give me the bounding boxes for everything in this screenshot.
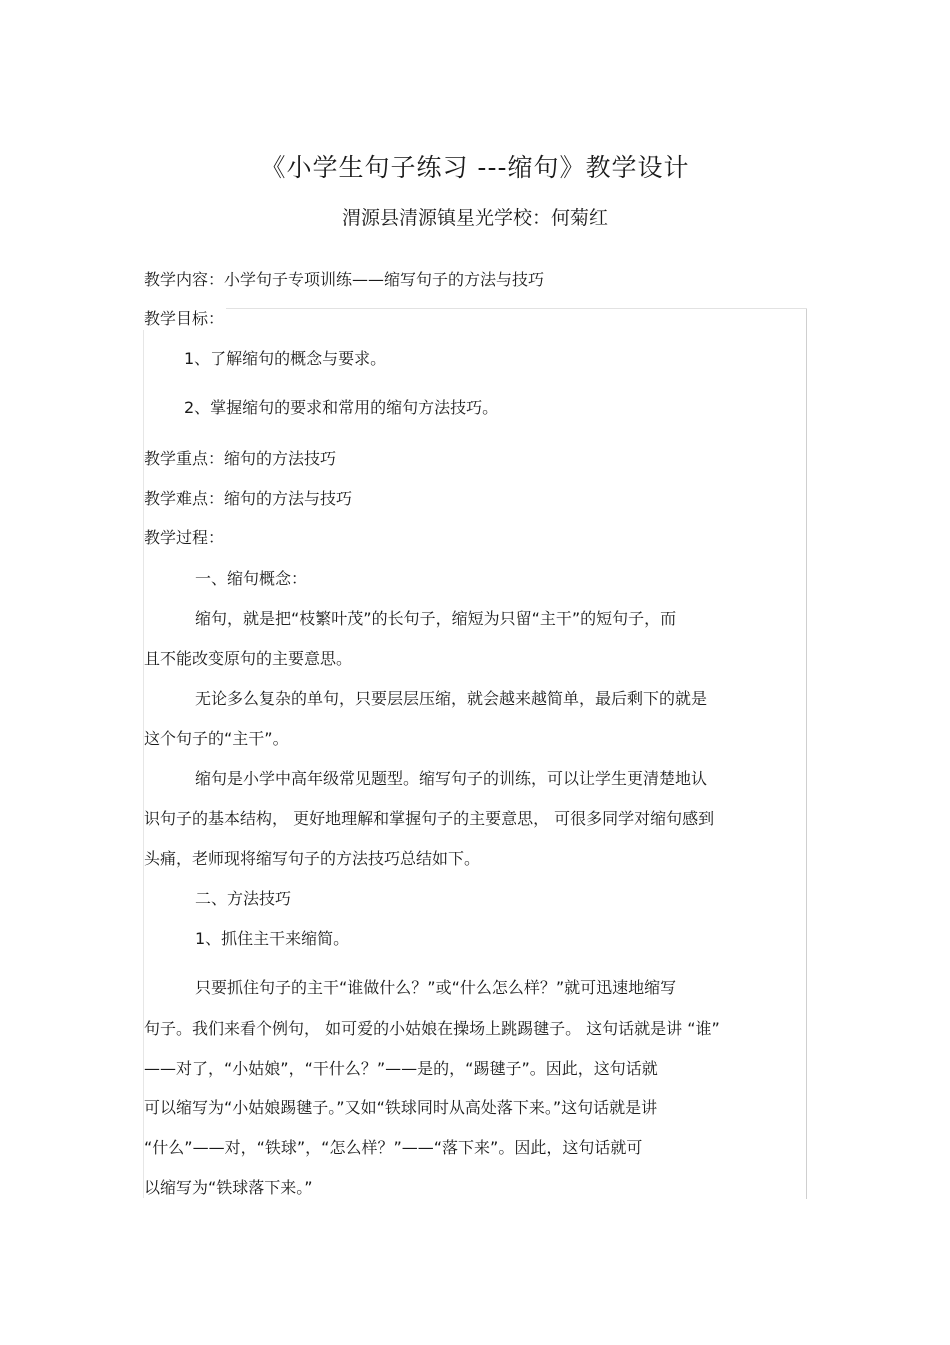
- paragraph-line: 缩句，就是把“枝繁叶茂”的长句子，缩短为只留“主干”的短句子，而: [195, 609, 677, 628]
- teaching-content-line: 教学内容：小学句子专项训练——缩写句子的方法与技巧: [144, 270, 545, 289]
- paragraph-line: 可以缩写为“小姑娘踢毽子。”又如“铁球同时从高处落下来。”这句话就是讲: [144, 1098, 658, 1117]
- frame-border-top: [226, 308, 807, 309]
- goal-item-1: 1、了解缩句的概念与要求。: [184, 349, 387, 368]
- paragraph-line: “什么”——对，“铁球”，“怎么样？”——“落下来”。因此，这句话就可: [144, 1138, 643, 1157]
- paragraph-line: ——对了，“小姑娘”，“干什么？”——是的，“踢毽子”。因此，这句话就: [144, 1059, 658, 1078]
- goal-item-2: 2、掌握缩句的要求和常用的缩句方法技巧。: [184, 398, 499, 417]
- section-heading-concept: 一、缩句概念：: [195, 569, 308, 588]
- frame-border-right: [806, 309, 807, 1199]
- method-item-1: 1、抓住主干来缩简。: [195, 929, 350, 948]
- teaching-focus-line: 教学重点：缩句的方法技巧: [144, 449, 337, 468]
- paragraph-line: 缩句是小学中高年级常见题型。缩写句子的训练，可以让学生更清楚地认: [195, 769, 708, 788]
- paragraph-line: 以缩写为“铁球落下来。”: [144, 1178, 313, 1197]
- teaching-process-heading: 教学过程：: [144, 528, 225, 547]
- paragraph-line: 这个句子的“主干”。: [144, 729, 289, 748]
- paragraph-line: 无论多么复杂的单句，只要层层压缩，就会越来越简单，最后剩下的就是: [195, 689, 708, 708]
- document-title: 《小学生句子练习 ---缩句》教学设计: [260, 153, 690, 182]
- teaching-goals-heading: 教学目标：: [144, 309, 225, 328]
- paragraph-line: 只要抓住句子的主干“谁做什么？”或“什么怎么样？”就可迅速地缩写: [195, 978, 677, 997]
- paragraph-line: 识句子的基本结构， 更好地理解和掌握句子的主要意思， 可很多同学对缩句感到: [144, 809, 715, 828]
- section-heading-methods: 二、方法技巧: [195, 889, 292, 908]
- paragraph-line: 句子。我们来看个例句， 如可爱的小姑娘在操场上跳踢毽子。 这句话就是讲 “谁”: [144, 1019, 720, 1038]
- author-line: 渭源县清源镇星光学校：何菊红: [341, 207, 608, 229]
- paragraph-line: 头痛，老师现将缩写句子的方法技巧总结如下。: [144, 849, 481, 868]
- paragraph-line: 且不能改变原句的主要意思。: [144, 649, 353, 668]
- teaching-difficulty-line: 教学难点：缩句的方法与技巧: [144, 489, 353, 508]
